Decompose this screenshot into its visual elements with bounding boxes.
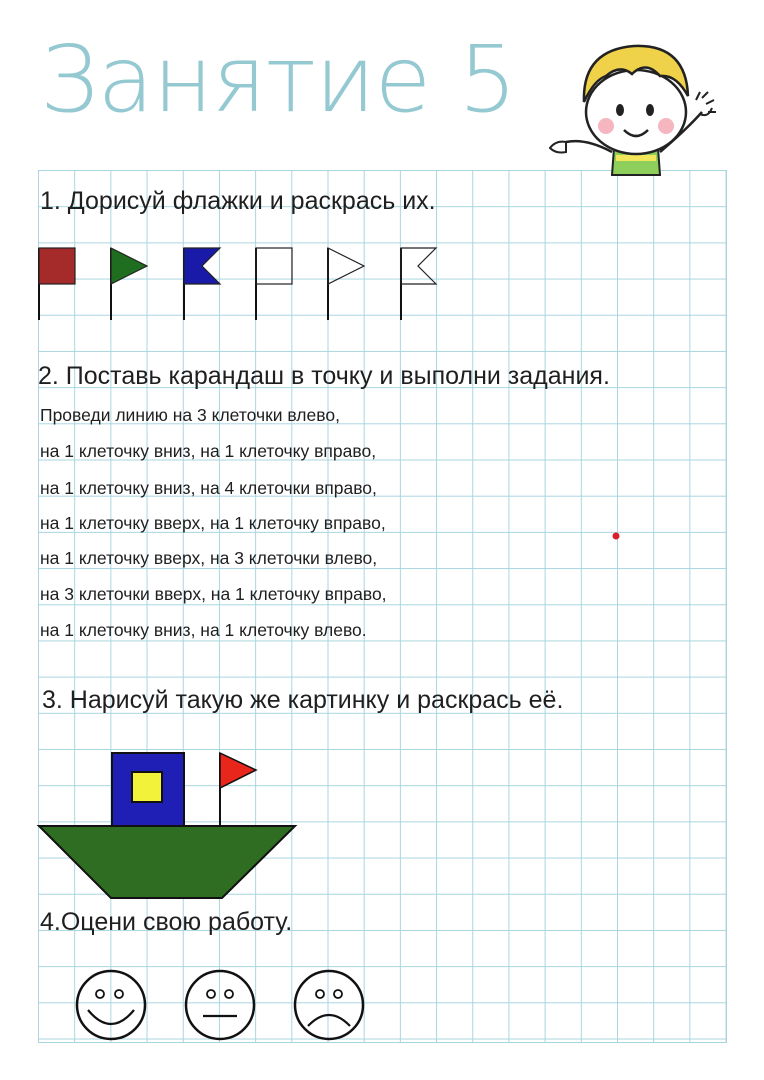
task2-heading: 2. Поставь карандаш в точку и выполни задания. [38,362,610,390]
task3-heading: 3. Нарисуй такую же картинку и раскрась её. [42,686,564,714]
instruction-line: Проведи линию на 3 клеточки влево, [40,405,340,425]
instruction-line: на 3 клеточки вверх, на 1 клеточку вправо, [40,584,387,604]
happy-face-icon[interactable] [74,968,148,1042]
instruction-line: на 1 клеточку вниз, на 1 клеточку вправо, [40,441,377,461]
page-title: Занятие 5 [40,26,516,133]
flag-blue-notched [184,248,220,320]
flags-row [36,244,456,324]
sad-face-icon[interactable] [292,968,366,1042]
start-dot [610,530,622,542]
boat-picture [36,750,300,902]
boat-hull [39,826,295,898]
flag-outline-triangle [328,248,364,320]
instruction-line: на 1 клеточку вверх, на 3 клеточки влево, [40,548,378,568]
flag-green-triangle [111,248,147,320]
task1-heading: 1. Дорисуй флажки и раскрась их. [40,187,436,215]
flag-outline-notched [401,248,436,320]
task4-heading: 4.Оцени свою работу. [40,908,293,936]
flag-red-filled [39,248,75,320]
instruction-line: на 1 клеточку вниз, на 4 клеточки вправо, [40,478,377,498]
boat-flag [220,753,256,788]
neutral-face-icon[interactable] [183,968,257,1042]
flag-outline-square [256,248,292,320]
boy-illustration [536,30,726,180]
boat-window [132,772,162,802]
instruction-line: на 1 клеточку вверх, на 1 клеточку вправо, [40,513,386,533]
instruction-line: на 1 клеточку вниз, на 1 клеточку влево. [40,620,367,640]
